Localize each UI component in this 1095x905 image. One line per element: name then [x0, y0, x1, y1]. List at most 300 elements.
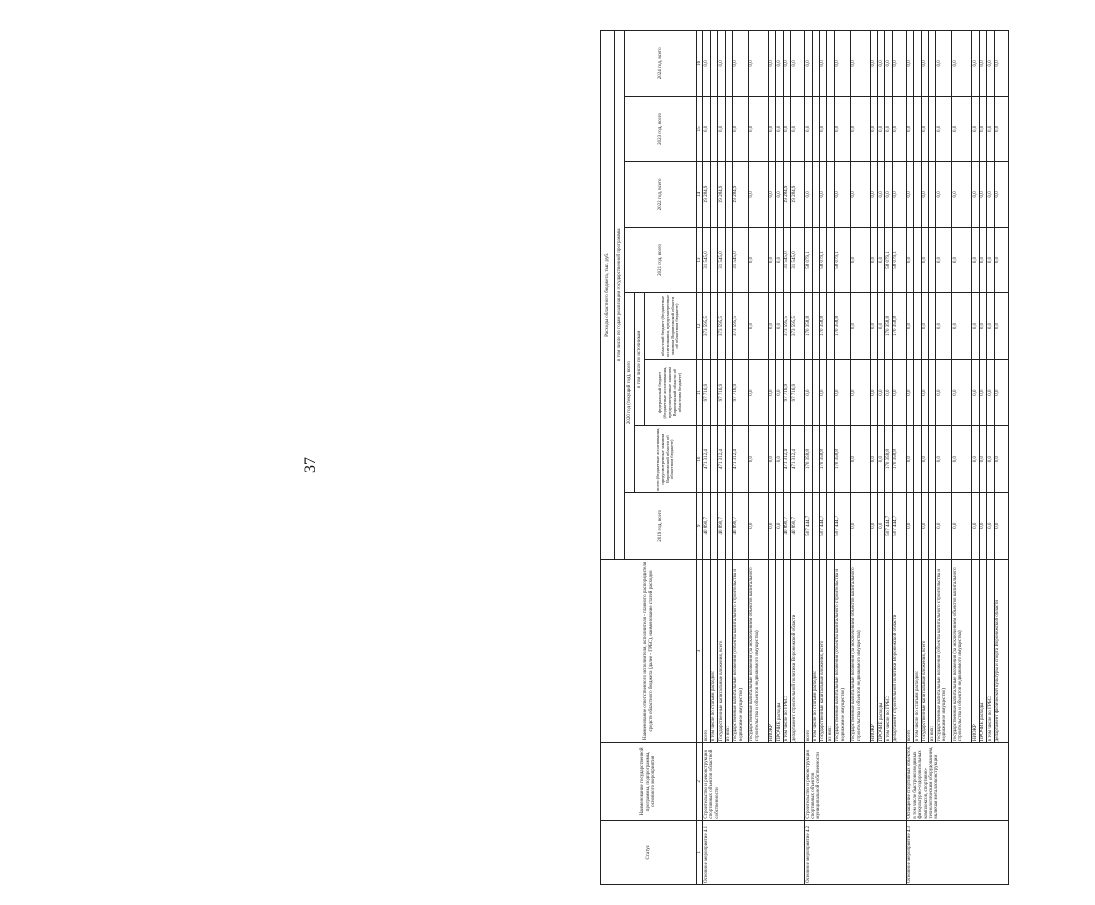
value-cell — [929, 162, 936, 228]
value-cell: 471 312,4 — [732, 426, 748, 493]
value-cell: 0,0 — [921, 359, 928, 426]
value-cell: 0,0 — [776, 293, 783, 360]
column-number: 11 — [697, 359, 703, 426]
value-cell: 0,0 — [979, 359, 986, 426]
value-cell: 170 358,8 — [834, 293, 850, 360]
value-cell: 0,0 — [936, 359, 952, 426]
value-cell — [812, 31, 819, 97]
value-cell: 0,0 — [748, 492, 768, 559]
value-cell: 170 358,8 — [819, 293, 826, 360]
value-cell — [725, 492, 732, 559]
program-name-cell: Оснащение спортивных объектов, в том числе быстровозводимых физкультурно-оздоровительных комплексов, спортивно-технологическим оборудованием, включая металлоконструкции — [906, 743, 1008, 820]
value-cell: 0,0 — [936, 96, 952, 162]
value-cell: 0,0 — [768, 31, 775, 97]
value-cell: 0,0 — [892, 96, 906, 162]
value-cell — [725, 227, 732, 293]
value-cell: 0,0 — [870, 426, 877, 493]
value-cell: 0,0 — [936, 426, 952, 493]
value-cell: 0,0 — [776, 359, 783, 426]
column-number: 16 — [697, 31, 703, 97]
value-cell: 471 312,4 — [718, 426, 725, 493]
value-cell — [827, 96, 834, 162]
value-cell — [914, 31, 921, 97]
value-cell: 0,0 — [979, 426, 986, 493]
expense-item-label: из них: — [827, 559, 834, 743]
value-cell — [914, 359, 921, 426]
value-cell: 0,0 — [776, 492, 783, 559]
value-cell: 0,0 — [994, 162, 1008, 228]
value-cell: 0,0 — [952, 96, 972, 162]
value-cell: 0,0 — [768, 96, 775, 162]
value-cell: 0,0 — [921, 96, 928, 162]
expense-item-label: из них: — [929, 559, 936, 743]
column-number: 3 — [697, 559, 703, 743]
value-cell: 0,0 — [906, 492, 913, 559]
table-row — [805, 31, 812, 885]
value-cell: 0,0 — [718, 96, 725, 162]
value-cell: 471 312,4 — [783, 426, 790, 493]
value-cell — [914, 492, 921, 559]
value-cell: 0,0 — [994, 293, 1008, 360]
value-cell: 0,0 — [732, 31, 748, 97]
value-cell — [929, 96, 936, 162]
value-cell: 373 595,5 — [791, 293, 805, 360]
value-cell: 97 716,9 — [791, 359, 805, 426]
header-2023: 2023 год, всего — [625, 96, 697, 162]
value-cell: 471 312,4 — [703, 426, 710, 493]
value-cell: 0,0 — [732, 96, 748, 162]
value-cell — [914, 227, 921, 293]
table-row — [703, 31, 710, 885]
value-cell: 0,0 — [791, 96, 805, 162]
value-cell: 0,0 — [921, 31, 928, 97]
value-cell: 0,0 — [885, 162, 892, 228]
value-cell: 0,0 — [972, 96, 979, 162]
value-cell: 0,0 — [936, 293, 952, 360]
expense-item-label: НИОКР — [972, 559, 979, 743]
column-number: 12 — [697, 293, 703, 360]
expenses-table — [600, 30, 1009, 885]
value-cell: 170 358,8 — [885, 426, 892, 493]
expense-item-label: НИОКР — [870, 559, 877, 743]
value-cell: 0,0 — [892, 31, 906, 97]
value-cell — [929, 492, 936, 559]
value-cell: 0,0 — [748, 96, 768, 162]
value-cell: 0,0 — [878, 492, 885, 559]
value-cell: 58 079,1 — [892, 227, 906, 293]
value-cell: 97 716,9 — [732, 359, 748, 426]
value-cell: 0,0 — [718, 31, 725, 97]
value-cell — [827, 227, 834, 293]
value-cell: 170 358,8 — [834, 426, 850, 493]
value-cell: 0,0 — [870, 227, 877, 293]
value-cell: 170 358,8 — [892, 426, 906, 493]
value-cell: 0,0 — [987, 162, 994, 228]
value-cell: 0,0 — [768, 492, 775, 559]
value-cell: 0,0 — [972, 359, 979, 426]
table-row — [906, 31, 913, 885]
expense-item-label: департамент строительной политики Воронежской области — [791, 559, 805, 743]
expense-item-label: в том числе по статьям расходов: — [812, 559, 819, 743]
value-cell: 0,0 — [936, 227, 952, 293]
value-cell — [812, 227, 819, 293]
value-cell — [710, 96, 717, 162]
header-executor: Наименование ответственного исполнителя, исполнителя - главного распорядителя средств областного бюджета (далее - ГРБС), наименование статей расходов — [601, 559, 697, 743]
value-cell: 170 358,8 — [885, 293, 892, 360]
value-cell: 97 716,9 — [703, 359, 710, 426]
value-cell: 0,0 — [878, 31, 885, 97]
value-cell: 0,0 — [768, 293, 775, 360]
header-program: Наименование государственной программы, подпрограммы, основного мероприятия — [601, 743, 697, 820]
value-cell: 19 284,9 — [732, 162, 748, 228]
value-cell: 0,0 — [921, 492, 928, 559]
value-cell: 0,0 — [850, 96, 870, 162]
value-cell: 0,0 — [987, 31, 994, 97]
value-cell — [827, 31, 834, 97]
value-cell: 0,0 — [885, 359, 892, 426]
value-cell: 58 079,1 — [834, 227, 850, 293]
value-cell — [725, 162, 732, 228]
value-cell: 0,0 — [834, 359, 850, 426]
value-cell: 0,0 — [805, 359, 812, 426]
value-cell — [812, 359, 819, 426]
value-cell: 0,0 — [878, 162, 885, 228]
value-cell: 507 444,7 — [892, 492, 906, 559]
value-cell — [710, 162, 717, 228]
value-cell: 0,0 — [878, 359, 885, 426]
value-cell: 0,0 — [776, 31, 783, 97]
value-cell: 97 716,9 — [718, 359, 725, 426]
value-cell: 0,0 — [987, 227, 994, 293]
value-cell: 170 358,8 — [805, 426, 812, 493]
value-cell: 58 079,1 — [885, 227, 892, 293]
value-cell: 0,0 — [850, 359, 870, 426]
column-number: 14 — [697, 162, 703, 228]
value-cell — [929, 293, 936, 360]
value-cell: 0,0 — [994, 426, 1008, 493]
value-cell: 471 312,4 — [791, 426, 805, 493]
value-cell: 0,0 — [892, 359, 906, 426]
value-cell: 31 545,0 — [703, 227, 710, 293]
header-2019: 2019 год, всего — [625, 492, 697, 559]
value-cell: 0,0 — [987, 492, 994, 559]
value-cell: 0,0 — [972, 162, 979, 228]
value-cell: 0,0 — [987, 426, 994, 493]
value-cell: 0,0 — [783, 31, 790, 97]
value-cell: 58 079,1 — [819, 227, 826, 293]
value-cell: 0,0 — [952, 162, 972, 228]
value-cell — [710, 426, 717, 493]
value-cell: 0,0 — [878, 293, 885, 360]
header-2022: 2022 год, всего — [625, 162, 697, 228]
value-cell — [827, 162, 834, 228]
value-cell — [710, 492, 717, 559]
program-name-cell: Строительство и реконструкция спортивных объектов областной собственности — [703, 743, 805, 820]
value-cell: 0,0 — [768, 227, 775, 293]
value-cell: 0,0 — [878, 426, 885, 493]
value-cell: 0,0 — [768, 359, 775, 426]
value-cell: 0,0 — [805, 162, 812, 228]
value-cell: 31 545,0 — [718, 227, 725, 293]
value-cell: 19 284,9 — [783, 162, 790, 228]
expense-item-label: Государственные капитальные вложения, всего — [718, 559, 725, 743]
expense-item-label: всего — [906, 559, 913, 743]
value-cell: 0,0 — [776, 162, 783, 228]
expense-item-label: всего — [805, 559, 812, 743]
value-cell: 0,0 — [994, 227, 1008, 293]
value-cell: 0,0 — [834, 162, 850, 228]
expense-item-label: государственные капитальные вложения (за исключением объектов капитального строительства и объектов недвижимого имущества) — [748, 559, 768, 743]
expense-item-label: в том числе по ГРБС: — [783, 559, 790, 743]
value-cell: 0,0 — [952, 293, 972, 360]
value-cell: 0,0 — [952, 426, 972, 493]
value-cell: 0,0 — [936, 492, 952, 559]
value-cell — [812, 162, 819, 228]
header-expenses-title: Расходы областного бюджета, тыс. руб. — [601, 31, 615, 560]
expense-item-label: ПРОЧИЕ расходы — [776, 559, 783, 743]
value-cell: 0,0 — [906, 359, 913, 426]
expense-item-label: департамент строительной политики Воронежской области — [892, 559, 906, 743]
value-cell: 0,0 — [906, 426, 913, 493]
expense-item-label: НИОКР — [768, 559, 775, 743]
expense-item-label: в том числе по статьям расходов: — [710, 559, 717, 743]
value-cell: 0,0 — [748, 162, 768, 228]
value-cell: 0,0 — [987, 359, 994, 426]
header-col11: федеральный бюджет (бюджетные ассигнования, предусмотренные законом Воронежской области об областном бюджете) — [645, 359, 697, 426]
value-cell: 507 444,7 — [834, 492, 850, 559]
value-cell — [827, 426, 834, 493]
value-cell: 0,0 — [979, 492, 986, 559]
value-cell: 0,0 — [776, 227, 783, 293]
column-number: 13 — [697, 227, 703, 293]
value-cell — [710, 359, 717, 426]
expense-item-label: ПРОЧИЕ расходы — [979, 559, 986, 743]
value-cell: 0,0 — [979, 293, 986, 360]
value-cell: 0,0 — [834, 31, 850, 97]
value-cell: 0,0 — [870, 96, 877, 162]
value-cell: 0,0 — [979, 96, 986, 162]
value-cell: 0,0 — [972, 426, 979, 493]
value-cell: 373 595,5 — [732, 293, 748, 360]
value-cell — [914, 293, 921, 360]
header-2024: 2024 год, всего — [625, 31, 697, 97]
value-cell: 0,0 — [979, 227, 986, 293]
value-cell: 0,0 — [850, 31, 870, 97]
value-cell: 0,0 — [870, 293, 877, 360]
value-cell: 97 716,9 — [783, 359, 790, 426]
value-cell: 0,0 — [979, 31, 986, 97]
value-cell: 170 358,8 — [805, 293, 812, 360]
value-cell: 19 284,9 — [791, 162, 805, 228]
expense-item-label: государственные капитальные вложения (объекты капитального строительства и недвижимое имущество) — [732, 559, 748, 743]
expense-item-label: в том числе по ГРБС: — [885, 559, 892, 743]
value-cell: 0,0 — [987, 293, 994, 360]
value-cell: 0,0 — [850, 492, 870, 559]
expense-item-label: государственные капитальные вложения (за исключением объектов капитального строительства и объектов недвижимого имущества) — [952, 559, 972, 743]
header-2020: 2020 год (текущий год), всего — [625, 293, 635, 493]
expense-item-label: ПРОЧИЕ расходы — [878, 559, 885, 743]
value-cell: 0,0 — [972, 31, 979, 97]
value-cell — [725, 359, 732, 426]
header-expenses-sub: в том числе по годам реализации государственной программы — [615, 31, 625, 560]
value-cell: 0,0 — [805, 96, 812, 162]
value-cell — [914, 96, 921, 162]
value-cell: 0,0 — [870, 162, 877, 228]
value-cell: 40 890,7 — [718, 492, 725, 559]
value-cell: 40 890,7 — [791, 492, 805, 559]
column-number: 2 — [697, 743, 703, 820]
value-cell: 0,0 — [952, 492, 972, 559]
status-cell: Основное мероприятие 4.3 — [906, 820, 1008, 884]
value-cell — [725, 426, 732, 493]
value-cell: 0,0 — [892, 162, 906, 228]
value-cell: 0,0 — [972, 227, 979, 293]
value-cell: 0,0 — [819, 96, 826, 162]
value-cell: 0,0 — [850, 162, 870, 228]
value-cell: 507 444,7 — [805, 492, 812, 559]
expense-item-label: департамент физической культуры и спорта Воронежской области — [994, 559, 1008, 743]
value-cell: 0,0 — [870, 359, 877, 426]
value-cell — [725, 31, 732, 97]
table-body — [703, 31, 1008, 885]
value-cell: 0,0 — [906, 227, 913, 293]
column-number: 15 — [697, 96, 703, 162]
header-2021: 2021 год, всего — [625, 227, 697, 293]
value-cell: 0,0 — [748, 293, 768, 360]
value-cell: 0,0 — [819, 162, 826, 228]
value-cell: 0,0 — [987, 96, 994, 162]
column-number: 9 — [697, 492, 703, 559]
value-cell: 0,0 — [850, 426, 870, 493]
value-cell: 373 595,5 — [703, 293, 710, 360]
value-cell: 373 595,5 — [718, 293, 725, 360]
value-cell — [812, 96, 819, 162]
value-cell: 0,0 — [994, 96, 1008, 162]
value-cell: 0,0 — [870, 492, 877, 559]
value-cell: 0,0 — [979, 162, 986, 228]
value-cell: 0,0 — [921, 293, 928, 360]
value-cell — [929, 426, 936, 493]
value-cell: 0,0 — [776, 96, 783, 162]
value-cell: 0,0 — [921, 426, 928, 493]
value-cell: 0,0 — [870, 31, 877, 97]
value-cell: 0,0 — [906, 162, 913, 228]
expense-item-label: из них: — [725, 559, 732, 743]
value-cell: 0,0 — [768, 426, 775, 493]
column-number: 10 — [697, 426, 703, 493]
value-cell: 0,0 — [952, 31, 972, 97]
value-cell: 0,0 — [885, 96, 892, 162]
value-cell: 0,0 — [921, 162, 928, 228]
value-cell: 40 890,7 — [703, 492, 710, 559]
value-cell: 0,0 — [906, 293, 913, 360]
value-cell — [827, 293, 834, 360]
expense-item-label: всего — [703, 559, 710, 743]
value-cell: 0,0 — [994, 359, 1008, 426]
expense-item-label: в том числе по статьям расходов: — [914, 559, 921, 743]
value-cell: 0,0 — [834, 96, 850, 162]
value-cell: 0,0 — [748, 31, 768, 97]
status-cell: Основное мероприятие 4.2 — [805, 820, 907, 884]
value-cell: 507 444,7 — [885, 492, 892, 559]
value-cell: 0,0 — [748, 227, 768, 293]
value-cell: 0,0 — [748, 359, 768, 426]
status-cell: Основное мероприятие 4.1 — [703, 820, 805, 884]
value-cell: 170 358,8 — [892, 293, 906, 360]
value-cell: 0,0 — [936, 31, 952, 97]
value-cell: 0,0 — [703, 31, 710, 97]
header-col10: всего (бюджетные ассигнования, предусмотренные законом Воронежской области об областном бюджете) — [635, 426, 697, 493]
value-cell: 19 284,9 — [703, 162, 710, 228]
value-cell: 170 358,8 — [819, 426, 826, 493]
header-status: Статус — [601, 820, 697, 884]
value-cell — [710, 227, 717, 293]
value-cell: 0,0 — [776, 426, 783, 493]
value-cell: 0,0 — [972, 492, 979, 559]
expense-item-label: Государственные капитальные вложения, всего — [819, 559, 826, 743]
value-cell: 0,0 — [921, 227, 928, 293]
value-cell: 0,0 — [768, 162, 775, 228]
rotated-page — [600, 30, 1095, 885]
expense-item-label: Государственные капитальные вложения, всего — [921, 559, 928, 743]
expense-item-label: государственные капитальные вложения (за исключением объектов капитального строительства и объектов недвижимого имущества) — [850, 559, 870, 743]
value-cell — [914, 162, 921, 228]
expense-item-label: государственные капитальные вложения (объекты капитального строительства и недвижимое имущество) — [936, 559, 952, 743]
value-cell — [812, 293, 819, 360]
value-cell: 0,0 — [994, 492, 1008, 559]
value-cell — [929, 227, 936, 293]
page-number: 37 — [302, 457, 319, 473]
value-cell: 0,0 — [850, 227, 870, 293]
value-cell: 0,0 — [819, 31, 826, 97]
value-cell — [914, 426, 921, 493]
value-cell: 0,0 — [791, 31, 805, 97]
value-cell: 0,0 — [748, 426, 768, 493]
value-cell: 19 284,9 — [718, 162, 725, 228]
expense-item-label: в том числе по ГРБС: — [987, 559, 994, 743]
value-cell: 31 545,0 — [783, 227, 790, 293]
value-cell: 0,0 — [936, 162, 952, 228]
value-cell: 507 444,7 — [819, 492, 826, 559]
value-cell: 0,0 — [878, 227, 885, 293]
column-number: 1 — [697, 820, 703, 884]
value-cell — [725, 96, 732, 162]
value-cell: 31 545,0 — [732, 227, 748, 293]
value-cell: 0,0 — [850, 293, 870, 360]
value-cell: 0,0 — [878, 96, 885, 162]
value-cell: 0,0 — [952, 227, 972, 293]
value-cell: 0,0 — [783, 96, 790, 162]
value-cell: 0,0 — [703, 96, 710, 162]
value-cell — [827, 359, 834, 426]
value-cell: 0,0 — [885, 31, 892, 97]
value-cell: 0,0 — [906, 96, 913, 162]
value-cell — [929, 359, 936, 426]
value-cell: 0,0 — [972, 293, 979, 360]
expense-item-label: государственные капитальные вложения (объекты капитального строительства и недвижимое имущество) — [834, 559, 850, 743]
value-cell: 40 890,7 — [732, 492, 748, 559]
header-col12: областной бюджет (бюджетные ассигнования, предусмотренные законом Воронежской области об областном бюджете) — [645, 293, 697, 360]
value-cell: 31 545,0 — [791, 227, 805, 293]
value-cell — [827, 492, 834, 559]
value-cell: 0,0 — [994, 31, 1008, 97]
value-cell — [725, 293, 732, 360]
value-cell: 0,0 — [952, 359, 972, 426]
program-name-cell: Строительство и реконструкция спортивных объектов муниципальной собственности — [805, 743, 907, 820]
value-cell: 0,0 — [819, 359, 826, 426]
value-cell — [710, 293, 717, 360]
value-cell — [929, 31, 936, 97]
